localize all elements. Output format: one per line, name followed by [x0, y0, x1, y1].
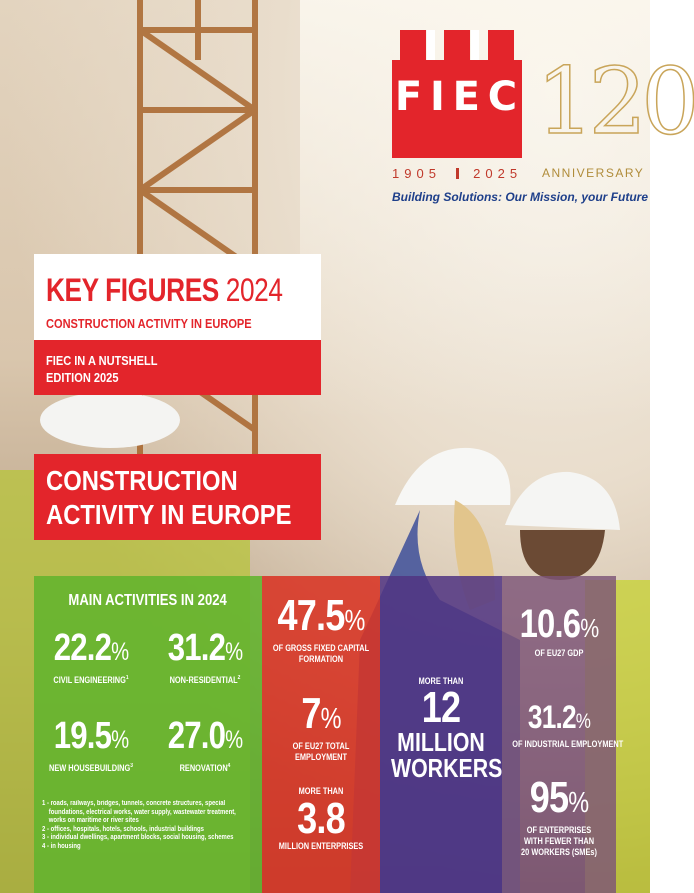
logo-gap [427, 30, 435, 60]
stat-value: 95 [529, 773, 569, 822]
stat-value: 31.2 [167, 627, 226, 669]
worker-right-face [520, 530, 605, 580]
stat-unit: % [344, 605, 365, 637]
footnote-ref: 1 [125, 675, 129, 681]
stat-label: 20 WORKERS (SMEs) [521, 847, 597, 857]
nutshell-box [34, 340, 321, 395]
stat-label: RENOVATION [179, 763, 228, 773]
workers-panel [380, 576, 502, 893]
footnote: 4 - in housing [42, 842, 81, 850]
stat-label: OF INDUSTRIAL EMPLOYMENT [512, 739, 624, 749]
logo-gap [471, 30, 479, 60]
stat-label: NEW HOUSEBUILDING [49, 763, 131, 773]
footnote-ref: 4 [227, 763, 231, 769]
anniversary-label: ANNIVERSARY [542, 166, 645, 180]
stat-value: 27.0 [167, 715, 226, 757]
stat-label: CIVIL ENGINEERING [53, 675, 126, 685]
stat-value: 47.5 [277, 591, 345, 640]
stat-value: 22.2 [53, 627, 112, 669]
stat-label: OF EU27 TOTAL [292, 741, 350, 751]
share-stats-panel [502, 576, 624, 893]
logo-letter: C [487, 74, 520, 120]
footnote: 3 - individual dwellings, apartment blocks, social housing, schemes [42, 834, 234, 842]
nutshell-edition: EDITION 2025 [46, 370, 119, 385]
year-end: 2025 [473, 166, 523, 181]
section-heading [46, 464, 292, 532]
stat-value: 12 [421, 683, 461, 732]
stat-new-housebuilding [34, 716, 148, 774]
stat-value: 10.6 [519, 602, 581, 646]
footnote-ref: 2 [237, 675, 241, 681]
hard-hat-right [505, 472, 620, 530]
footnote: 2 - offices, hospitals, hotels, schools, industrial buildings [42, 825, 205, 833]
stat-unit: % [580, 613, 599, 643]
stat-renovation [148, 716, 262, 774]
stat-label: MILLION [397, 727, 485, 757]
title-subtitle: CONSTRUCTION ACTIVITY IN EUROPE [46, 316, 252, 331]
nutshell-text [46, 352, 158, 386]
section-line: ACTIVITY IN EUROPE [46, 499, 292, 530]
page-title [46, 272, 283, 309]
stat-label: OF ENTERPRISES [526, 825, 592, 835]
stat-value: 7 [301, 689, 321, 738]
stat-enterprises [262, 786, 380, 852]
section-line: CONSTRUCTION [46, 465, 238, 496]
fiec-letters [392, 74, 522, 120]
footnotes [42, 800, 236, 852]
stat-unit: % [320, 703, 341, 735]
stat-label: OF EU27 GDP [534, 648, 584, 658]
title-year: 2024 [225, 272, 283, 308]
section-heading-box [34, 454, 321, 540]
footnote-ref: 3 [130, 763, 133, 769]
stat-unit: % [111, 639, 129, 666]
stat-value: 31.2 [527, 699, 576, 735]
stat-unit: % [225, 639, 243, 666]
stat-unit: % [225, 727, 243, 754]
stat-unit: % [568, 787, 589, 819]
stat-label: OF GROSS FIXED CAPITAL [272, 643, 370, 653]
stat-smes [502, 773, 616, 858]
logo-letter: E [452, 74, 482, 120]
main-activities-panel [34, 576, 262, 893]
stat-label: NON-RESIDENTIAL [169, 675, 238, 685]
logo-letter: F [394, 74, 425, 120]
economic-stats-panel [262, 576, 380, 893]
stat-label: WORKERS [390, 753, 503, 783]
stat-unit: % [575, 710, 591, 733]
footnote: 1 - roads, railways, bridges, tunnels, concrete structures, special [42, 800, 226, 807]
stat-workers [380, 676, 502, 781]
stat-eu27-employment [262, 689, 380, 763]
stat-non-residential [148, 628, 262, 686]
stat-gfcf [262, 591, 380, 665]
title-text: KEY FIGURES [46, 272, 219, 308]
stat-prefix: MORE THAN [418, 676, 464, 686]
year-start: 1905 [392, 166, 441, 181]
stat-prefix: MORE THAN [298, 786, 344, 796]
stat-civil-engineering [34, 628, 148, 686]
footnote: foundations, electrical works, water supply, wastewater treatment, [48, 808, 236, 816]
footnote: works on maritime or river sites [48, 817, 139, 825]
stat-eu27-gdp [502, 604, 616, 659]
stat-value: 19.5 [53, 715, 112, 757]
logo-letter: I [429, 74, 447, 120]
hard-hat-left [40, 392, 180, 448]
nutshell-line: FIEC IN A NUTSHELL [46, 353, 158, 368]
stat-label: FORMATION [298, 654, 344, 664]
activities-heading: MAIN ACTIVITIES IN 2024 [68, 592, 228, 609]
stat-unit: % [111, 727, 129, 754]
stat-value: 3.8 [297, 794, 345, 843]
stat-label: MILLION ENTERPRISES [278, 841, 364, 851]
anniversary-number: 120 [536, 48, 694, 155]
hard-hat-center [395, 448, 511, 505]
stat-label: WITH FEWER THAN [523, 836, 595, 846]
stat-industrial-employment [502, 699, 624, 750]
title-box [34, 254, 321, 340]
tagline: Building Solutions: Our Mission, your Future [392, 190, 648, 204]
stat-label: EMPLOYMENT [294, 752, 348, 762]
year-separator [456, 168, 459, 179]
logo-years [392, 166, 522, 181]
